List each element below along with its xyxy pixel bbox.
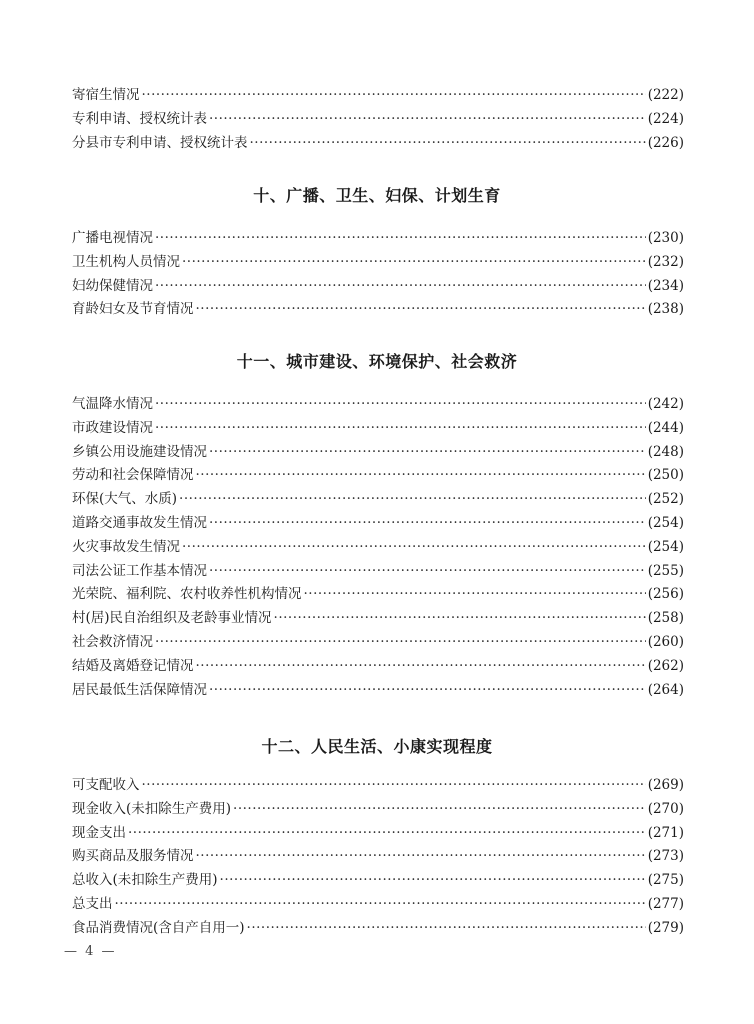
toc-entry-page: (271) [647, 824, 684, 841]
dot-leader [274, 607, 646, 631]
toc-entry [72, 84, 684, 108]
toc-entry [72, 655, 684, 679]
dot-leader [155, 393, 646, 417]
section-heading-11: 十一、城市建设、环境保护、社会救济 [236, 352, 518, 371]
toc-entry-page: (260) [647, 633, 684, 650]
toc-entry [72, 275, 684, 299]
dot-leader [209, 679, 646, 703]
toc-entry-page: (222) [647, 87, 684, 103]
dot-leader [196, 845, 646, 869]
toc-entry-title: 总收入(未扣除生产费用) [72, 872, 218, 889]
dot-leader [115, 893, 646, 917]
toc-entry-title: 育龄妇女及节育情况 [72, 301, 194, 318]
toc-entry-page: (273) [647, 848, 684, 865]
dot-leader [128, 822, 646, 846]
dot-leader [196, 298, 646, 322]
toc-entry [72, 251, 684, 275]
toc-entry-page: (277) [647, 895, 684, 912]
toc-group-2 [72, 393, 684, 702]
toc-entry [72, 869, 684, 893]
toc-entry-page: (275) [647, 872, 684, 889]
toc-entry [72, 798, 684, 822]
dot-leader [142, 84, 646, 108]
toc-entry-page: (252) [647, 491, 684, 508]
toc-entry [72, 441, 684, 465]
toc-entry-page: (238) [647, 301, 684, 318]
dot-leader [182, 536, 646, 560]
toc-entry [72, 893, 684, 917]
toc-entry-title: 火灾事故发生情况 [72, 538, 180, 555]
toc-entry [72, 227, 684, 251]
toc-entry-title: 分县市专利申请、授权统计表 [72, 134, 248, 151]
toc-entry [72, 298, 684, 322]
toc-entry-page: (254) [647, 514, 684, 531]
toc-entry-title: 乡镇公用设施建设情况 [72, 443, 207, 460]
dot-leader [220, 869, 646, 893]
toc-entry-page: (262) [647, 657, 684, 674]
toc-entry-title: 司法公证工作基本情况 [72, 562, 207, 579]
dot-leader [209, 108, 646, 132]
toc-entry-title: 环保(大气、水质) [72, 491, 178, 508]
dot-leader [209, 512, 646, 536]
toc-entry [72, 845, 684, 869]
dot-leader [233, 798, 646, 822]
dot-leader [179, 488, 646, 512]
toc-entry [72, 583, 684, 607]
toc-entry-page: (226) [647, 134, 684, 151]
toc-entry-title: 卫生机构人员情况 [72, 253, 180, 270]
dot-leader [247, 917, 646, 941]
toc-entry-page: (256) [647, 586, 684, 603]
dot-leader [209, 560, 646, 584]
toc-entry [72, 393, 684, 417]
toc-entry [72, 607, 684, 631]
toc-entry-title: 结婚及离婚登记情况 [72, 657, 194, 674]
toc-entry [72, 536, 684, 560]
toc-entry-title: 劳动和社会保障情况 [72, 467, 194, 484]
toc-entry-title: 寄宿生情况 [72, 87, 140, 103]
toc-entry-page: (254) [647, 538, 684, 555]
toc-entry [72, 488, 684, 512]
dot-leader [182, 251, 646, 275]
section-heading-12: 十二、人民生活、小康实现程度 [261, 737, 493, 756]
toc-entry-page: (244) [647, 419, 684, 436]
toc-entry [72, 464, 684, 488]
toc-entry-page: (250) [647, 467, 684, 484]
toc-entry-title: 村(居)民自治组织及老龄事业情况 [72, 610, 272, 627]
dot-leader [196, 464, 646, 488]
toc-entry-title: 总支出 [72, 895, 113, 912]
toc-entry [72, 512, 684, 536]
toc-entry-page: (224) [647, 110, 684, 127]
section-heading-10: 十、广播、卫生、妇保、计划生育 [253, 186, 501, 205]
dot-leader [155, 417, 646, 441]
dot-leader [196, 655, 646, 679]
toc-entry-page: (279) [647, 919, 684, 936]
toc-entry-page: (264) [647, 681, 684, 698]
dot-leader [250, 132, 646, 156]
toc-entry-page: (269) [647, 777, 684, 793]
toc-entry-page: (258) [647, 610, 684, 627]
toc-entry-title: 市政建设情况 [72, 419, 153, 436]
toc-entry-title: 现金支出 [72, 824, 126, 841]
dot-leader [142, 774, 646, 798]
toc-entry-page: (248) [647, 443, 684, 460]
toc-entry-page: (232) [647, 253, 684, 270]
dot-leader [155, 275, 646, 299]
toc-group-1 [72, 227, 684, 322]
dot-leader [304, 583, 646, 607]
toc-entry-title: 社会救济情况 [72, 633, 153, 650]
toc-entry [72, 417, 684, 441]
toc-entry-title: 可支配收入 [72, 777, 140, 793]
toc-entry-page: (270) [647, 800, 684, 817]
toc-entry [72, 132, 684, 156]
toc-entry [72, 774, 684, 798]
toc-entry-title: 居民最低生活保障情况 [72, 681, 207, 698]
toc-entry-title: 气温降水情况 [72, 396, 153, 412]
toc-entry-page: (230) [647, 230, 684, 246]
toc-entry-title: 购买商品及服务情况 [72, 848, 194, 865]
toc-group-0 [72, 84, 684, 155]
toc-entry-title: 广播电视情况 [72, 230, 153, 246]
toc-entry [72, 631, 684, 655]
dot-leader [209, 441, 646, 465]
toc-entry [72, 108, 684, 132]
toc-entry-title: 妇幼保健情况 [72, 277, 153, 294]
toc-entry [72, 822, 684, 846]
toc-group-3 [72, 774, 684, 941]
toc-entry [72, 560, 684, 584]
toc-entry-title: 道路交通事故发生情况 [72, 514, 207, 531]
toc-entry-title: 光荣院、福利院、农村收养性机构情况 [72, 586, 302, 603]
dot-leader [155, 227, 646, 251]
dot-leader [155, 631, 646, 655]
toc-entry-page: (242) [647, 396, 684, 412]
page-number-footer: — 4 — [64, 944, 117, 959]
toc-entry [72, 917, 684, 941]
toc-entry-page: (234) [647, 277, 684, 294]
toc-entry-title: 专利申请、授权统计表 [72, 110, 207, 127]
toc-entry-title: 食品消费情况(含自产自用一) [72, 919, 245, 936]
toc-entry [72, 679, 684, 703]
toc-entry-title: 现金收入(未扣除生产费用) [72, 800, 232, 817]
toc-entry-page: (255) [647, 562, 684, 579]
